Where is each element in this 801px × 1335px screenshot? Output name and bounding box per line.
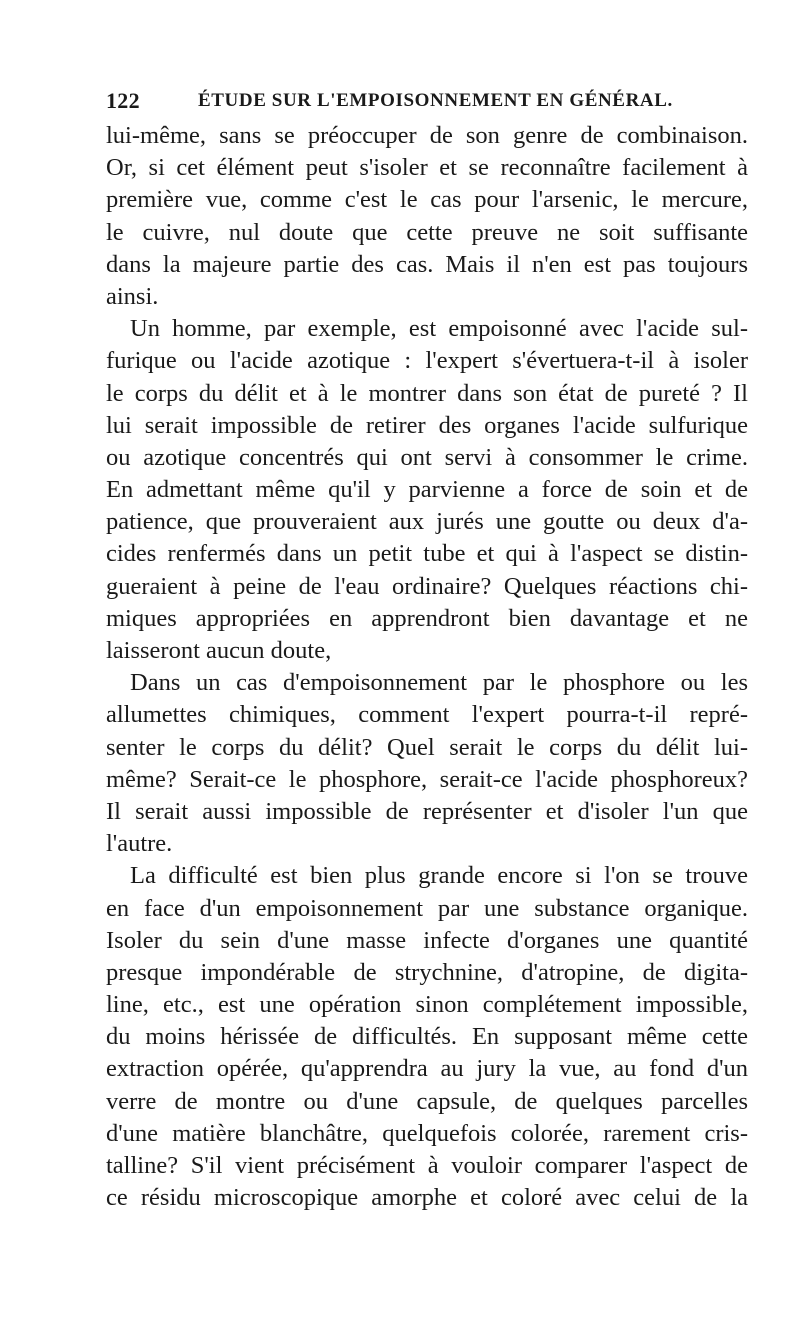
text-line: line, etc., est une opération sinon complétement impossible, <box>106 991 748 1019</box>
body-text <box>106 120 748 1214</box>
text-line: du moins hérissée de difficultés. En supposant même cette <box>106 1023 748 1051</box>
text-line: cides renfermés dans un petit tube et qui à l'aspect se distin- <box>106 540 748 568</box>
text-line: ce résidu microscopique amorphe et coloré avec celui de la <box>106 1184 748 1212</box>
text-line: Or, si cet élément peut s'isoler et se reconnaître facilement à <box>106 154 748 182</box>
text-line: miques appropriées en apprendront bien davantage et ne <box>106 604 748 632</box>
text-line: d'une matière blanchâtre, quelquefois colorée, rarement cris- <box>106 1119 748 1147</box>
text-line: extraction opérée, qu'apprendra au jury la vue, au fond d'un <box>106 1055 748 1083</box>
text-line: Un homme, par exemple, est empoisonné avec l'acide sul- <box>130 315 748 343</box>
text-line: gueraient à peine de l'eau ordinaire? Quelques réactions chi- <box>106 572 748 600</box>
text-line: talline? S'il vient précisément à vouloir comparer l'aspect de <box>106 1152 748 1179</box>
text-line: le cuivre, nul doute que cette preuve ne soit suffisante <box>106 218 748 246</box>
page-number: 122 <box>106 88 140 113</box>
text-line: même? Serait-ce le phosphore, serait-ce l'acide phosphoreux? <box>106 765 748 793</box>
text-line: l'autre. <box>106 830 173 858</box>
text-line: La difficulté est bien plus grande encore si l'on se trouve <box>130 862 748 890</box>
text-line: lui serait impossible de retirer des organes l'acide sulfurique <box>106 411 748 439</box>
text-line: ou azotique concentrés qui ont servi à consommer le crime. <box>106 443 748 471</box>
text-line: lui-même, sans se préoccuper de son genre de combinaison. <box>106 122 748 149</box>
text-line: le corps du délit et à le montrer dans son état de pureté ? Il <box>106 379 748 407</box>
text-line: dans la majeure partie des cas. Mais il n'en est pas toujours <box>106 250 748 278</box>
page-header <box>106 88 748 118</box>
text-line: ainsi. <box>106 282 159 310</box>
text-line: laisseront aucun doute, <box>106 637 332 664</box>
text-line: Isoler du sein d'une masse infecte d'organes une quantité <box>106 926 748 954</box>
text-line: senter le corps du délit? Quel serait le corps du délit lui- <box>106 733 748 761</box>
text-line: allumettes chimiques, comment l'expert pourra-t-il repré- <box>106 701 748 729</box>
text-line: presque impondérable de strychnine, d'atropine, de digita- <box>106 958 748 986</box>
running-head: ÉTUDE SUR L'EMPOISONNEMENT EN GÉNÉRAL. <box>198 90 673 111</box>
text-line: verre de montre ou d'une capsule, de quelques parcelles <box>106 1087 748 1115</box>
text-line: première vue, comme c'est le cas pour l'arsenic, le mercure, <box>106 186 748 214</box>
text-line: furique ou l'acide azotique : l'expert s'évertuera-t-il à isoler <box>106 347 748 375</box>
text-line: Il serait aussi impossible de représenter et d'isoler l'un que <box>106 797 748 825</box>
text-line: en face d'un empoisonnement par une substance organique. <box>106 894 748 922</box>
text-line: Dans un cas d'empoisonnement par le phosphore ou les <box>130 669 748 697</box>
text-line: patience, que prouveraient aux jurés une goutte ou deux d'a- <box>106 508 748 536</box>
text-line: En admettant même qu'il y parvienne a force de soin et de <box>106 476 748 504</box>
